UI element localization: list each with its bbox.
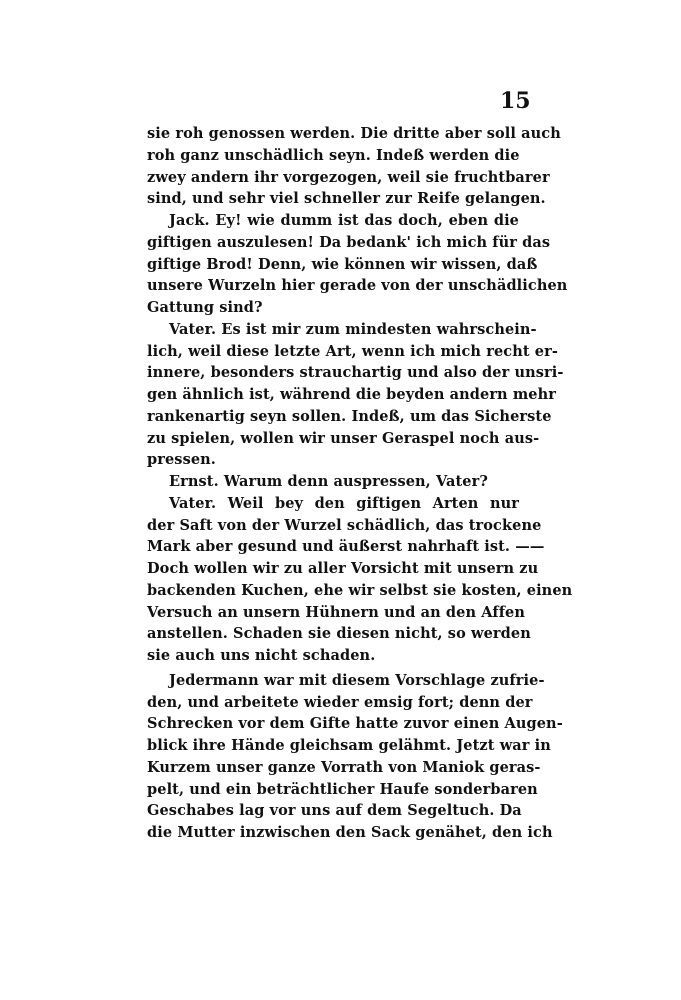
text-line: Vater. Weil bey den giftigen Arten nur xyxy=(169,494,519,512)
text-line: roh ganz unschädlich seyn. Indeß werden die xyxy=(147,146,520,164)
text-line: Jedermann war mit diesem Vorschlage zufrie- xyxy=(169,671,545,689)
body-text xyxy=(147,123,573,844)
text-line: sind, und sehr viel schneller zur Reife gelangen. xyxy=(147,190,546,208)
text-line: pressen. xyxy=(147,451,216,469)
text-line: rankenartig seyn sollen. Indeß, um das Sicherste xyxy=(147,407,552,425)
text-line: Kurzem unser ganze Vorrath von Maniok geras- xyxy=(147,758,541,776)
text-line: giftige Brod! Denn, wie können wir wissen, daß xyxy=(147,255,538,273)
text-line: Doch wollen wir zu aller Vorsicht mit unsern zu xyxy=(147,560,539,577)
text-line: anstellen. Schaden sie diesen nicht, so werden xyxy=(147,625,531,643)
text-line: zu spielen, wollen wir unser Geraspel noch aus- xyxy=(147,429,540,447)
text-line: den, und arbeitete wieder emsig fort; denn der xyxy=(147,693,533,711)
page-number: 15 xyxy=(500,88,531,114)
text-line: gen ähnlich ist, während die beyden andern mehr xyxy=(147,386,556,403)
text-line: Ernst. Warum denn auspressen, Vater? xyxy=(169,473,488,490)
text-line: blick ihre Hände gleichsam gelähmt. Jetzt war in xyxy=(147,737,551,754)
text-line: sie roh genossen werden. Die dritte aber soll auch xyxy=(147,125,561,142)
text-line: backenden Kuchen, ehe wir selbst sie kosten, einen xyxy=(147,581,573,599)
text-line: die Mutter inzwischen den Sack genähet, den ich xyxy=(147,824,553,841)
text-line: Schrecken vor dem Gifte hatte zuvor einen Augen- xyxy=(147,715,563,733)
text-line: zwey andern ihr vorgezogen, weil sie fruchtbarer xyxy=(147,168,550,186)
text-line: Geschabes lag vor uns auf dem Segeltuch. Da xyxy=(147,802,522,820)
text-line: Versuch an unsern Hühnern und an den Affen xyxy=(147,603,526,621)
text-line: pelt, und ein beträchtlicher Haufe sonderbaren xyxy=(147,780,538,798)
text-line: sie auch uns nicht schaden. xyxy=(147,647,376,664)
text-line: lich, weil diese letzte Art, wenn ich mich recht er- xyxy=(147,342,558,360)
text-line: der Saft von der Wurzel schädlich, das trockene xyxy=(147,516,542,534)
text-line: giftigen auszulesen! Da bedank' ich mich für das xyxy=(147,233,551,251)
text-line: Jack. Ey! wie dumm ist das doch, eben die xyxy=(169,212,519,229)
text-line: innere, besonders strauchartig und also der unsri- xyxy=(147,364,564,382)
text-line: Gattung sind? xyxy=(147,299,263,316)
text-line: unsere Wurzeln hier gerade von der unschädlichen xyxy=(147,277,568,295)
text-line: Mark aber gesund und äußerst nahrhaft ist. —— xyxy=(147,538,545,556)
text-line: Vater. Es ist mir zum mindesten wahrschein- xyxy=(169,320,537,338)
